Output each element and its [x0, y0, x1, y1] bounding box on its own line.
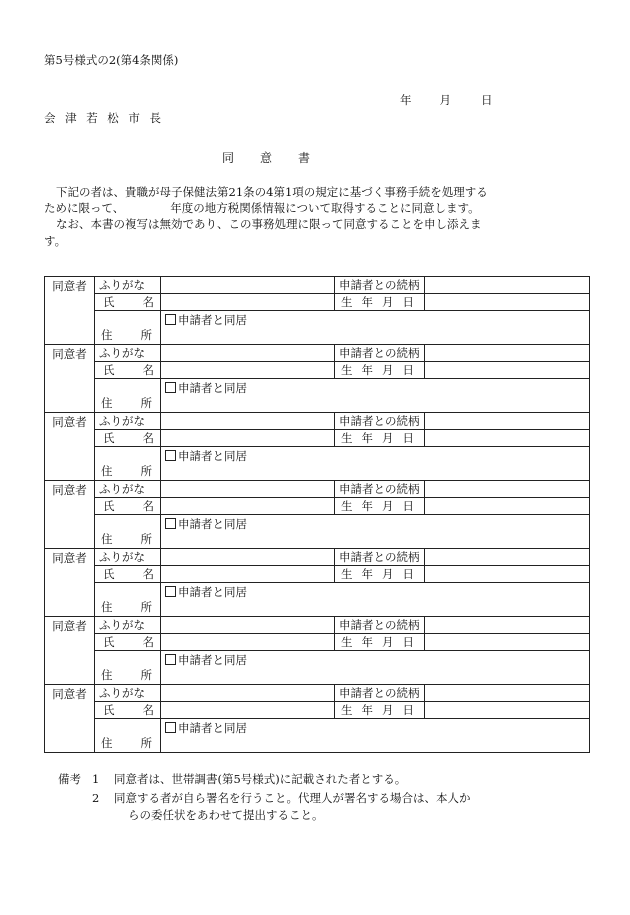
address-field[interactable] [161, 379, 590, 413]
same-residence-label: 申請者と同居 [178, 381, 247, 395]
note-continuation: らの委任状をあわせて提出すること。 [128, 808, 324, 822]
furigana-label: ふりがな [95, 413, 161, 430]
address-field[interactable] [161, 583, 590, 617]
relation-field[interactable] [425, 413, 590, 430]
consenter-row-address [45, 651, 590, 685]
consenter-row-address [45, 379, 590, 413]
body-paragraph-1 [44, 184, 489, 216]
same-residence-checkbox[interactable] [165, 722, 176, 733]
address-label: 住 所 [95, 311, 161, 345]
name-label: 氏 名 [95, 566, 161, 583]
consenter-label: 同意者 [45, 549, 95, 617]
birth-field[interactable] [425, 294, 590, 311]
address-field[interactable] [161, 515, 590, 549]
birth-field[interactable] [425, 430, 590, 447]
address-label: 住 所 [95, 447, 161, 481]
body-text [44, 184, 489, 249]
name-label: 氏 名 [95, 498, 161, 515]
address-label: 住 所 [95, 379, 161, 413]
birth-label: 生 年 月 日 [335, 702, 425, 719]
name-field[interactable] [161, 294, 335, 311]
note-text: 同意する者が自ら署名を行うこと。代理人が署名する場合は、本人か [114, 791, 471, 805]
same-residence-label: 申請者と同居 [178, 313, 247, 327]
furigana-field[interactable] [161, 549, 335, 566]
name-label: 氏 名 [95, 702, 161, 719]
same-residence-checkbox[interactable] [165, 450, 176, 461]
consenter-row-name [45, 430, 590, 447]
consenter-row-name [45, 294, 590, 311]
note-item-1 [58, 770, 538, 789]
furigana-label: ふりがな [95, 549, 161, 566]
furigana-label: ふりがな [95, 277, 161, 294]
consenter-row-address [45, 311, 590, 345]
birth-field[interactable] [425, 634, 590, 651]
birth-label: 生 年 月 日 [335, 498, 425, 515]
body-paragraph-1-part-b: 年度の地方税関係情報について取得することに同意します。 [170, 201, 480, 216]
name-field[interactable] [161, 362, 335, 379]
birth-label: 生 年 月 日 [335, 362, 425, 379]
relation-field[interactable] [425, 345, 590, 362]
relation-field[interactable] [425, 277, 590, 294]
name-field[interactable] [161, 702, 335, 719]
body-paragraph-2: なお、本書の複写は無効であり、この事務処理に限って同意することを申し添えます。 [44, 217, 482, 248]
consenter-row-address [45, 515, 590, 549]
address-label: 住 所 [95, 515, 161, 549]
consenter-label: 同意者 [45, 345, 95, 413]
address-field[interactable] [161, 447, 590, 481]
consenter-row-address [45, 583, 590, 617]
furigana-label: ふりがな [95, 345, 161, 362]
form-number: 第5号様式の2(第4条関係) [44, 53, 179, 67]
birth-label: 生 年 月 日 [335, 294, 425, 311]
note-number: 1 [92, 772, 100, 786]
name-field[interactable] [161, 498, 335, 515]
relation-field[interactable] [425, 481, 590, 498]
furigana-field[interactable] [161, 345, 335, 362]
relation-label: 申請者との続柄 [335, 617, 425, 634]
consenter-label: 同意者 [45, 277, 95, 345]
consenter-label: 同意者 [45, 413, 95, 481]
consenter-row-furigana [45, 413, 590, 430]
address-field[interactable] [161, 311, 590, 345]
relation-field[interactable] [425, 549, 590, 566]
address-field[interactable] [161, 719, 590, 753]
notes [58, 770, 538, 825]
relation-label: 申請者との続柄 [335, 685, 425, 702]
relation-label: 申請者との続柄 [335, 413, 425, 430]
name-label: 氏 名 [95, 430, 161, 447]
consenter-table [44, 276, 590, 753]
name-label: 氏 名 [95, 634, 161, 651]
birth-field[interactable] [425, 498, 590, 515]
birth-label: 生 年 月 日 [335, 634, 425, 651]
consenter-label: 同意者 [45, 617, 95, 685]
furigana-field[interactable] [161, 277, 335, 294]
furigana-field[interactable] [161, 413, 335, 430]
consenter-row-address [45, 447, 590, 481]
address-label: 住 所 [95, 719, 161, 753]
same-residence-label: 申請者と同居 [178, 585, 247, 599]
consenter-label: 同意者 [45, 481, 95, 549]
consenter-row-furigana [45, 617, 590, 634]
furigana-field[interactable] [161, 481, 335, 498]
birth-field[interactable] [425, 702, 590, 719]
consenter-table-body [45, 277, 590, 753]
same-residence-label: 申請者と同居 [178, 449, 247, 463]
name-field[interactable] [161, 634, 335, 651]
name-field[interactable] [161, 430, 335, 447]
relation-field[interactable] [425, 685, 590, 702]
consenter-row-furigana [45, 277, 590, 294]
birth-field[interactable] [425, 566, 590, 583]
consenter-row-furigana [45, 481, 590, 498]
notes-heading: 備考 [58, 772, 81, 786]
consenter-label: 同意者 [45, 685, 95, 753]
document-title: 同意書 [222, 151, 337, 165]
consenter-row-name [45, 634, 590, 651]
body-paragraph-1-part-a: 下記の者は、貴職が母子保健法第21条の4第1項の規定に基づく事務手続を処理するために限って、 [44, 185, 488, 216]
addressee: 会津若松市長 [44, 111, 171, 125]
furigana-label: ふりがな [95, 481, 161, 498]
furigana-field[interactable] [161, 685, 335, 702]
date-line [400, 92, 493, 108]
consenter-row-furigana [45, 345, 590, 362]
consenter-row-furigana [45, 685, 590, 702]
same-residence-checkbox[interactable] [165, 586, 176, 597]
birth-label: 生 年 月 日 [335, 430, 425, 447]
name-label: 氏 名 [95, 362, 161, 379]
birth-field[interactable] [425, 362, 590, 379]
birth-label: 生 年 月 日 [335, 566, 425, 583]
address-label: 住 所 [95, 651, 161, 685]
relation-label: 申請者との続柄 [335, 481, 425, 498]
note-text: 同意者は、世帯調書(第5号様式)に記載された者とする。 [114, 772, 407, 786]
consenter-row-name [45, 566, 590, 583]
same-residence-checkbox[interactable] [165, 314, 176, 325]
address-label: 住 所 [95, 583, 161, 617]
consenter-row-furigana [45, 549, 590, 566]
consenter-row-name [45, 498, 590, 515]
relation-label: 申請者との続柄 [335, 277, 425, 294]
same-residence-checkbox[interactable] [165, 382, 176, 393]
relation-label: 申請者との続柄 [335, 345, 425, 362]
date-day-label: 日 [481, 93, 493, 107]
consenter-row-name [45, 702, 590, 719]
name-label: 氏 名 [95, 294, 161, 311]
furigana-label: ふりがな [95, 617, 161, 634]
same-residence-label: 申請者と同居 [178, 721, 247, 735]
note-number: 2 [92, 791, 100, 805]
furigana-label: ふりがな [95, 685, 161, 702]
name-field[interactable] [161, 566, 335, 583]
consenter-row-name [45, 362, 590, 379]
same-residence-checkbox[interactable] [165, 654, 176, 665]
furigana-field[interactable] [161, 617, 335, 634]
relation-label: 申請者との続柄 [335, 549, 425, 566]
date-year-label: 年 [400, 93, 412, 107]
date-month-label: 月 [439, 93, 451, 107]
same-residence-label: 申請者と同居 [178, 517, 247, 531]
consenter-row-address [45, 719, 590, 753]
same-residence-checkbox[interactable] [165, 518, 176, 529]
same-residence-label: 申請者と同居 [178, 653, 247, 667]
relation-field[interactable] [425, 617, 590, 634]
address-field[interactable] [161, 651, 590, 685]
